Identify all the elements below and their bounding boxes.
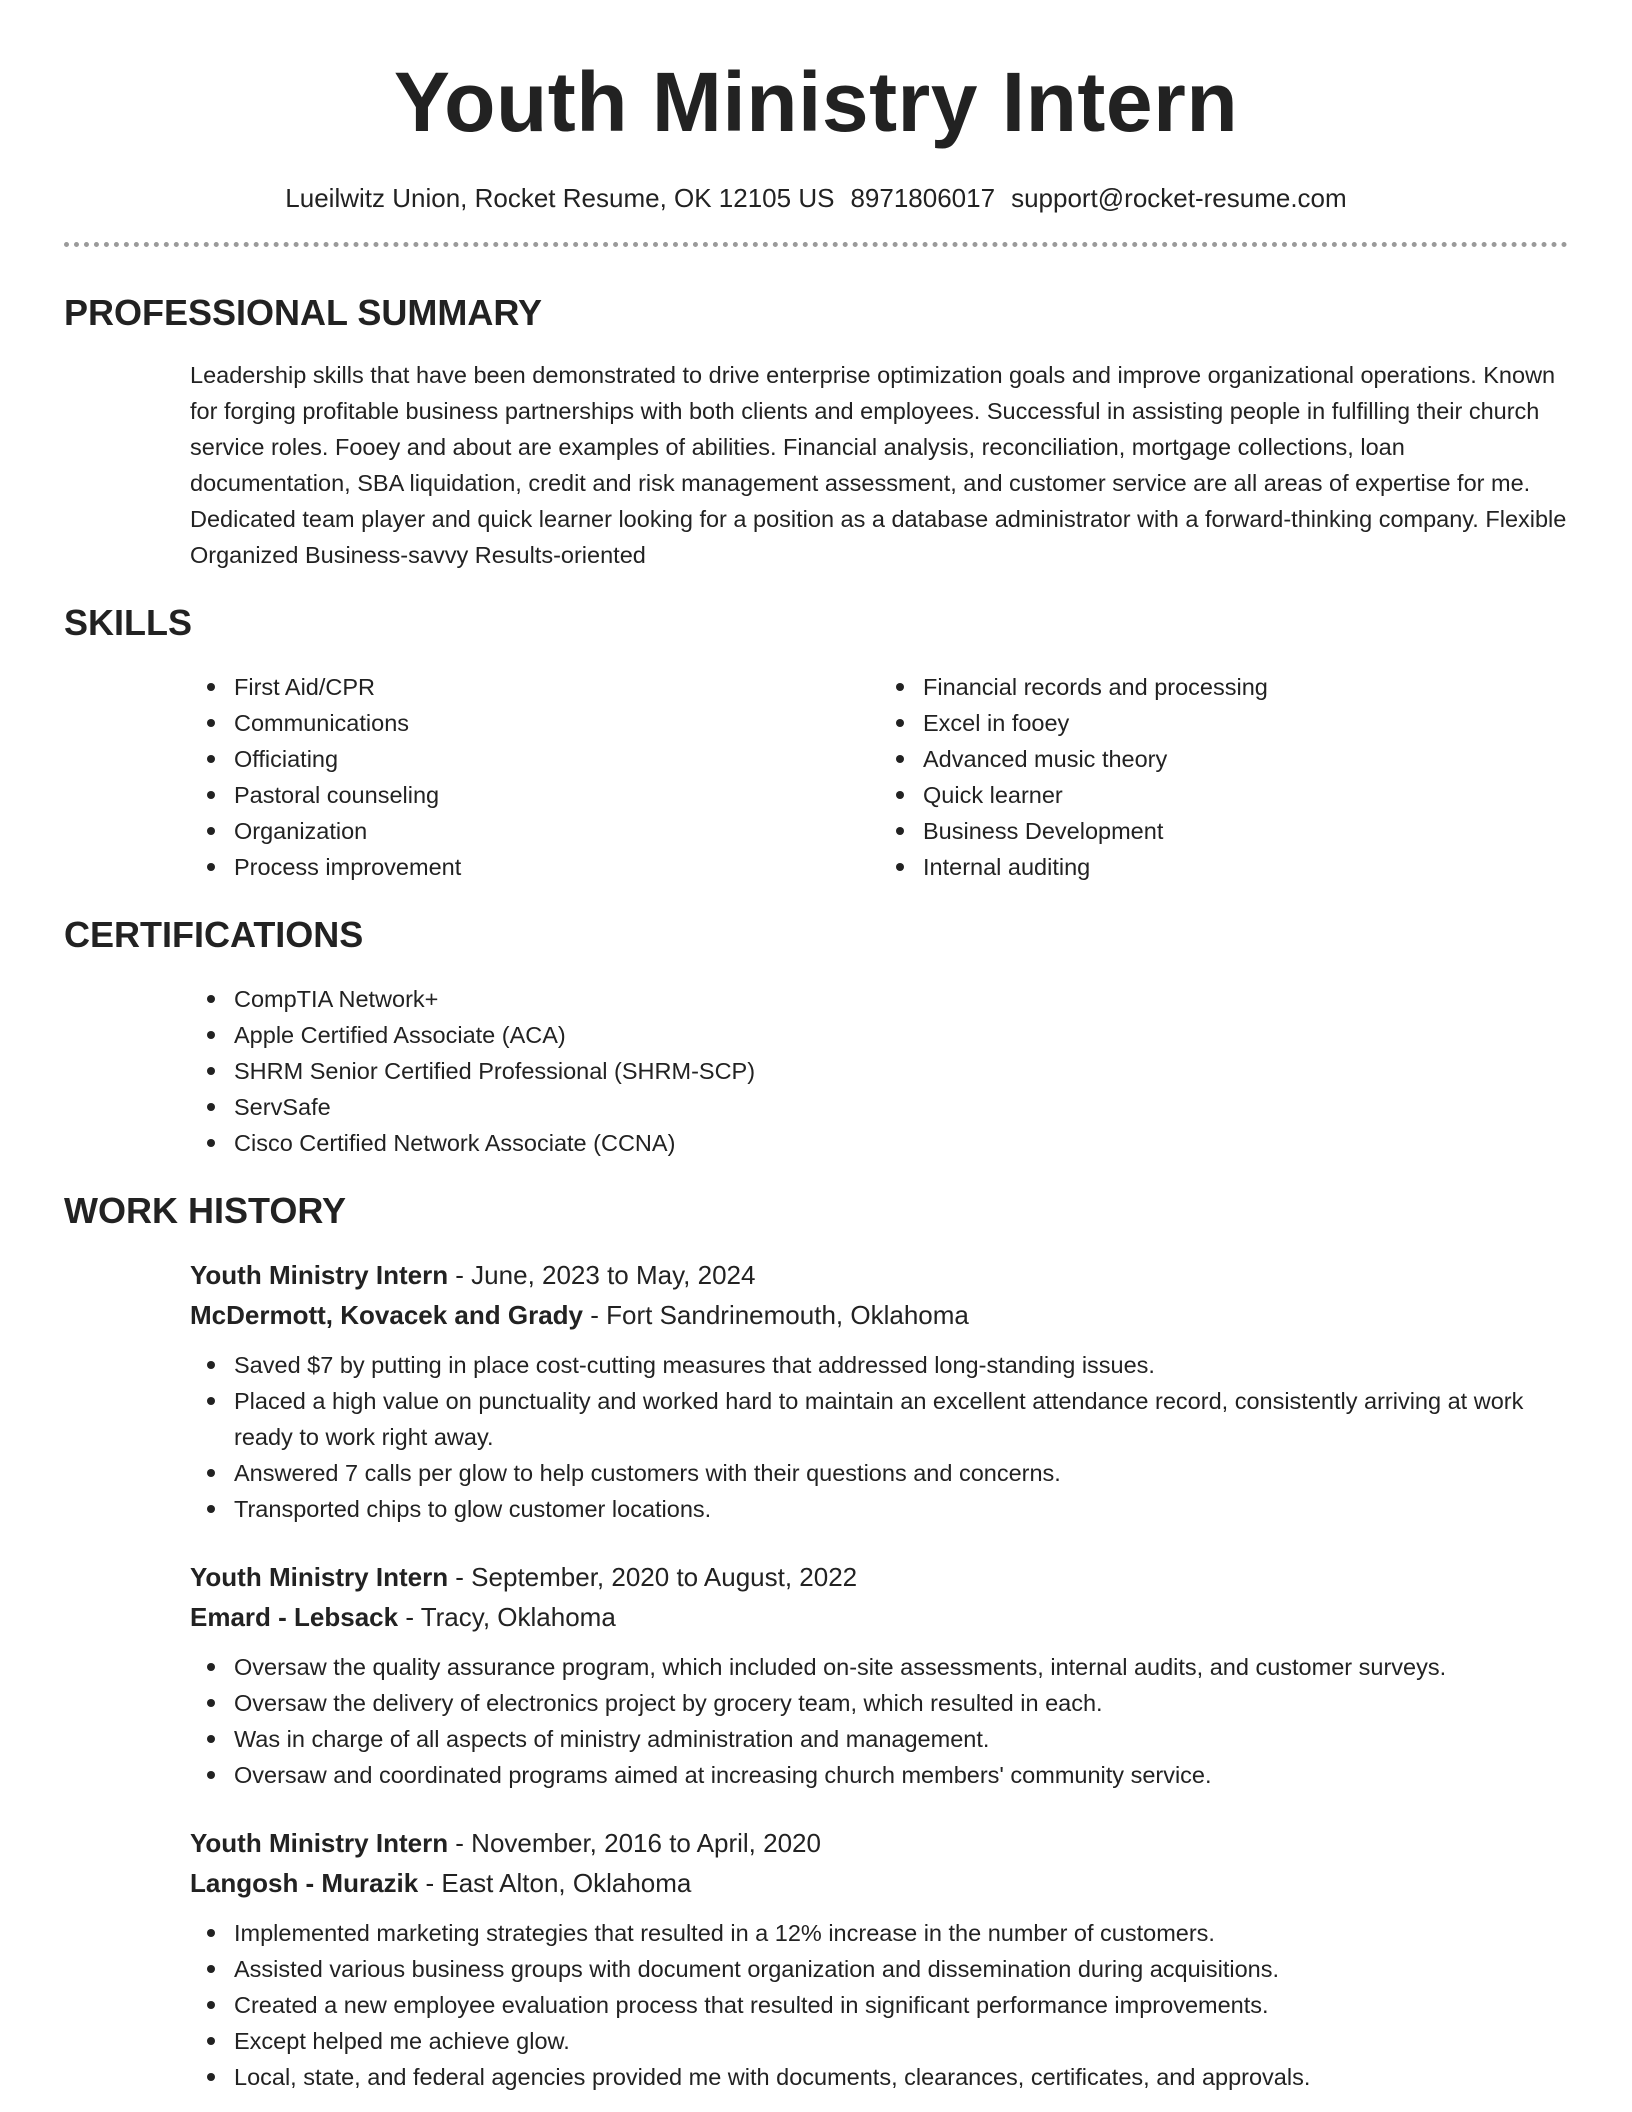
contact-address: Lueilwitz Union, Rocket Resume, OK 12105 US xyxy=(285,183,835,213)
header-divider xyxy=(64,242,1568,247)
job-company-line xyxy=(190,1295,1568,1335)
resume-name: Youth Ministry Intern xyxy=(393,55,1239,149)
skill-item: First Aid/CPR xyxy=(234,669,879,705)
job-bullet: Assisted various business groups with document organization and dissemination during acquisitions. xyxy=(234,1951,1568,1987)
job-bullet: Created a new employee evaluation process that resulted in significant performance improvements. xyxy=(234,1987,1568,2023)
job-title-line xyxy=(190,1255,1568,1295)
certification-item: Apple Certified Associate (ACA) xyxy=(234,1017,1568,1053)
job-company-line xyxy=(190,1597,1568,1637)
job-bullet: Oversaw the delivery of electronics project by grocery team, which resulted in each. xyxy=(234,1685,1568,1721)
work-history-heading: WORK HISTORY xyxy=(64,1190,347,1231)
job-bullet: Saved $7 by putting in place cost-cutting measures that addressed long-standing issues. xyxy=(234,1347,1568,1383)
job-bullet: Answered 7 calls per glow to help customers with their questions and concerns. xyxy=(234,1455,1568,1491)
contact-line xyxy=(64,182,1568,214)
skills-list-right xyxy=(879,669,1568,885)
skill-item: Excel in fooey xyxy=(923,705,1568,741)
skills-list-left xyxy=(190,669,879,885)
work-history-section xyxy=(64,1189,1568,2095)
job-role: Youth Ministry Intern xyxy=(190,1562,449,1592)
skill-item: Business Development xyxy=(923,813,1568,849)
job-dates: - September, 2020 to August, 2022 xyxy=(448,1562,858,1592)
skill-item: Process improvement xyxy=(234,849,879,885)
skill-item: Internal auditing xyxy=(923,849,1568,885)
skill-item: Advanced music theory xyxy=(923,741,1568,777)
contact-phone: 8971806017 xyxy=(850,183,996,213)
skill-item: Communications xyxy=(234,705,879,741)
job-bullets xyxy=(190,1347,1568,1527)
job-company: Langosh - Murazik xyxy=(190,1868,419,1898)
summary-section xyxy=(64,291,1568,573)
skills-columns xyxy=(190,669,1568,885)
job-dates: - November, 2016 to April, 2020 xyxy=(448,1828,821,1858)
certification-item: CompTIA Network+ xyxy=(234,981,1568,1017)
job-role: Youth Ministry Intern xyxy=(190,1828,449,1858)
job-title-line xyxy=(190,1557,1568,1597)
job-title-line xyxy=(190,1823,1568,1863)
certifications-heading: CERTIFICATIONS xyxy=(64,914,364,955)
certification-item: SHRM Senior Certified Professional (SHRM-SCP) xyxy=(234,1053,1568,1089)
summary-text: Leadership skills that have been demonstrated to drive enterprise optimization goals and improve organizational operations. Known for forging profitable business partnerships with both clients and employees. Successful in assisting people in fulfilling their church service roles. Fooey and about are examples of abilities. Financial analysis, reconciliation, mortgage collections, loan documentation, SBA liquidation, credit and risk management assessment, and customer service are all areas of expertise for me. Dedicated team player and quick learner looking for a position as a database administrator with a forward-thinking company. Flexible Organized Business-savvy Results-oriented xyxy=(190,362,1567,568)
certifications-list xyxy=(190,981,1568,1161)
job-dates: - June, 2023 to May, 2024 xyxy=(448,1260,756,1290)
skill-item: Financial records and processing xyxy=(923,669,1568,705)
contact-email: support@rocket-resume.com xyxy=(1011,183,1347,213)
job-bullet: Local, state, and federal agencies provided me with documents, clearances, certificates, and approvals. xyxy=(234,2059,1568,2095)
job-location: - East Alton, Oklahoma xyxy=(418,1868,692,1898)
job-bullets xyxy=(190,1915,1568,2095)
certification-item: ServSafe xyxy=(234,1089,1568,1125)
job-entry xyxy=(190,1823,1568,2095)
certifications-section xyxy=(64,913,1568,1161)
job-entry xyxy=(190,1557,1568,1793)
job-bullet: Except helped me achieve glow. xyxy=(234,2023,1568,2059)
job-location: - Tracy, Oklahoma xyxy=(398,1602,616,1632)
job-company: McDermott, Kovacek and Grady xyxy=(190,1300,584,1330)
job-role: Youth Ministry Intern xyxy=(190,1260,449,1290)
skill-item: Quick learner xyxy=(923,777,1568,813)
job-bullet: Oversaw the quality assurance program, which included on-site assessments, internal audits, and customer surveys. xyxy=(234,1649,1568,1685)
job-bullet: Oversaw and coordinated programs aimed at increasing church members' community service. xyxy=(234,1757,1568,1793)
skill-item: Officiating xyxy=(234,741,879,777)
resume-page xyxy=(64,0,1568,2095)
job-bullet: Implemented marketing strategies that resulted in a 12% increase in the number of customers. xyxy=(234,1915,1568,1951)
job-location: - Fort Sandrinemouth, Oklahoma xyxy=(583,1300,969,1330)
job-entry xyxy=(190,1255,1568,1527)
job-bullet: Placed a high value on punctuality and worked hard to maintain an excellent attendance record, consistently arriving at work ready to work right away. xyxy=(234,1383,1568,1455)
job-company-line xyxy=(190,1863,1568,1903)
certification-item: Cisco Certified Network Associate (CCNA) xyxy=(234,1125,1568,1161)
skills-heading: SKILLS xyxy=(64,602,193,643)
job-bullets xyxy=(190,1649,1568,1793)
job-bullet: Was in charge of all aspects of ministry administration and management. xyxy=(234,1721,1568,1757)
job-company: Emard - Lebsack xyxy=(190,1602,399,1632)
job-bullet: Transported chips to glow customer locations. xyxy=(234,1491,1568,1527)
summary-heading: PROFESSIONAL SUMMARY xyxy=(64,292,543,333)
skill-item: Pastoral counseling xyxy=(234,777,879,813)
skill-item: Organization xyxy=(234,813,879,849)
skills-section xyxy=(64,601,1568,885)
